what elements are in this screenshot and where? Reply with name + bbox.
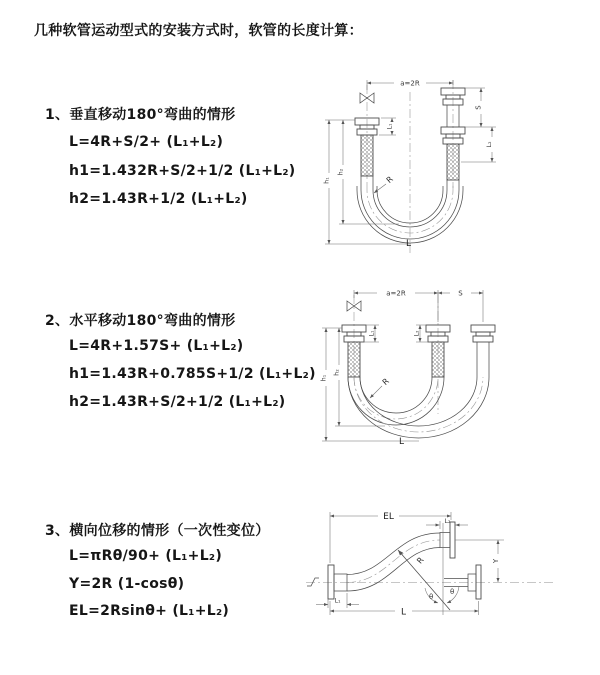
section-1-formula-h2: h2=1.43R+1/2 (L₁+L₂) [69,191,248,207]
length-label: L [399,437,405,447]
page-title: 几种软管运动型式的安装方式时，软管的长度计算： [34,23,363,39]
diagram-lateral-displacement [298,503,578,651]
braided-hose-section [447,144,459,180]
section-3-formula-EL: EL=2Rsinθ+ (L₁+L₂) [69,603,230,619]
right-flange [476,565,481,599]
dimension-label: L [400,607,407,618]
dimension-stroke-S [465,88,496,127]
dimension-width-a2R [354,290,483,323]
dimension-label: L₂ [413,330,421,337]
dimension-Y [455,540,504,582]
dimension-label: a=2R [400,79,420,88]
section-2-formula-L: L=4R+1.57S+ (L₁+L₂) [69,338,244,354]
section-3-heading: 3、横向位移的情形（一次性变位） [45,523,270,539]
braided-hose-section [432,342,444,377]
theta-label: θ [450,588,455,596]
dimension-label: L₁ [386,123,394,130]
dimension-fitting-mid-L2 [414,325,433,342]
dimension-label: a=2R [386,289,406,298]
section-1-formula-L: L=4R+S/2+ (L₁+L₂) [69,134,224,150]
u-bend-hose [357,176,463,243]
radius-line [398,550,450,610]
section-3-formula-Y: Y=2R (1-cosθ) [69,576,185,592]
dimension-label: L₁ [334,597,341,605]
diagram-vertical-180-bend [315,72,540,268]
dimension-label: Y [492,558,500,564]
dimension-label: L₂ [444,518,451,525]
dimension-label: h₁ [323,177,331,184]
dimension-label: EL [383,512,394,522]
valve-icon [360,93,374,103]
dimension-label: S [458,289,463,298]
section-3-formula-L: L=πRθ/90+ (L₁+L₂) [69,548,223,564]
dimension-width-a2R [367,80,453,91]
left-flange [328,565,347,599]
length-label: L [406,239,412,249]
centerline-break-icon [307,578,319,586]
section-2-formula-h1: h1=1.43R+0.785S+1/2 (L₁+L₂) [69,366,316,382]
dimension-fitting-left-L1 [379,118,396,135]
dimension-label: S [474,105,483,110]
dimension-L2 [426,518,468,529]
dimension-label: h₁ [320,374,328,382]
dimension-L [330,601,479,618]
dimension-L1 [316,593,359,608]
dimension-stroke-S [438,290,483,298]
dimension-EL [330,512,451,566]
radius-label: R [380,376,391,387]
radius-leader [370,376,391,398]
diagram-horizontal-180-bend [313,282,543,460]
section-2-formula-h2: h2=1.43R+S/2+1/2 (L₁+L₂) [69,394,286,410]
braided-hose-section [361,135,373,176]
section-2-heading: 2、水平移动180°弯曲的情形 [45,313,236,329]
dimension-label: L₂ [486,141,493,148]
dimension-label: h₂ [333,369,341,376]
radius-label: R [415,555,426,566]
section-1-heading: 1、垂直移动180°弯曲的情形 [45,107,236,123]
section-1-formula-h1: h1=1.432R+S/2+1/2 (L₁+L₂) [69,163,296,179]
dimension-fitting-left-L1 [360,325,379,342]
dimension-label: L₁ [368,330,376,337]
radius-label: R [384,174,395,185]
top-right-flange [440,522,455,558]
dimension-fitting-right-L2 [461,127,496,162]
dimension-label: h₂ [337,168,345,176]
centerlines [354,294,438,414]
u-bend-hose-position-2 [348,377,489,438]
u-bend-hose-position-1 [348,377,444,425]
braided-hose-section [348,342,360,377]
right-pipe-fitting [471,325,495,377]
theta-label: θ [429,593,434,601]
